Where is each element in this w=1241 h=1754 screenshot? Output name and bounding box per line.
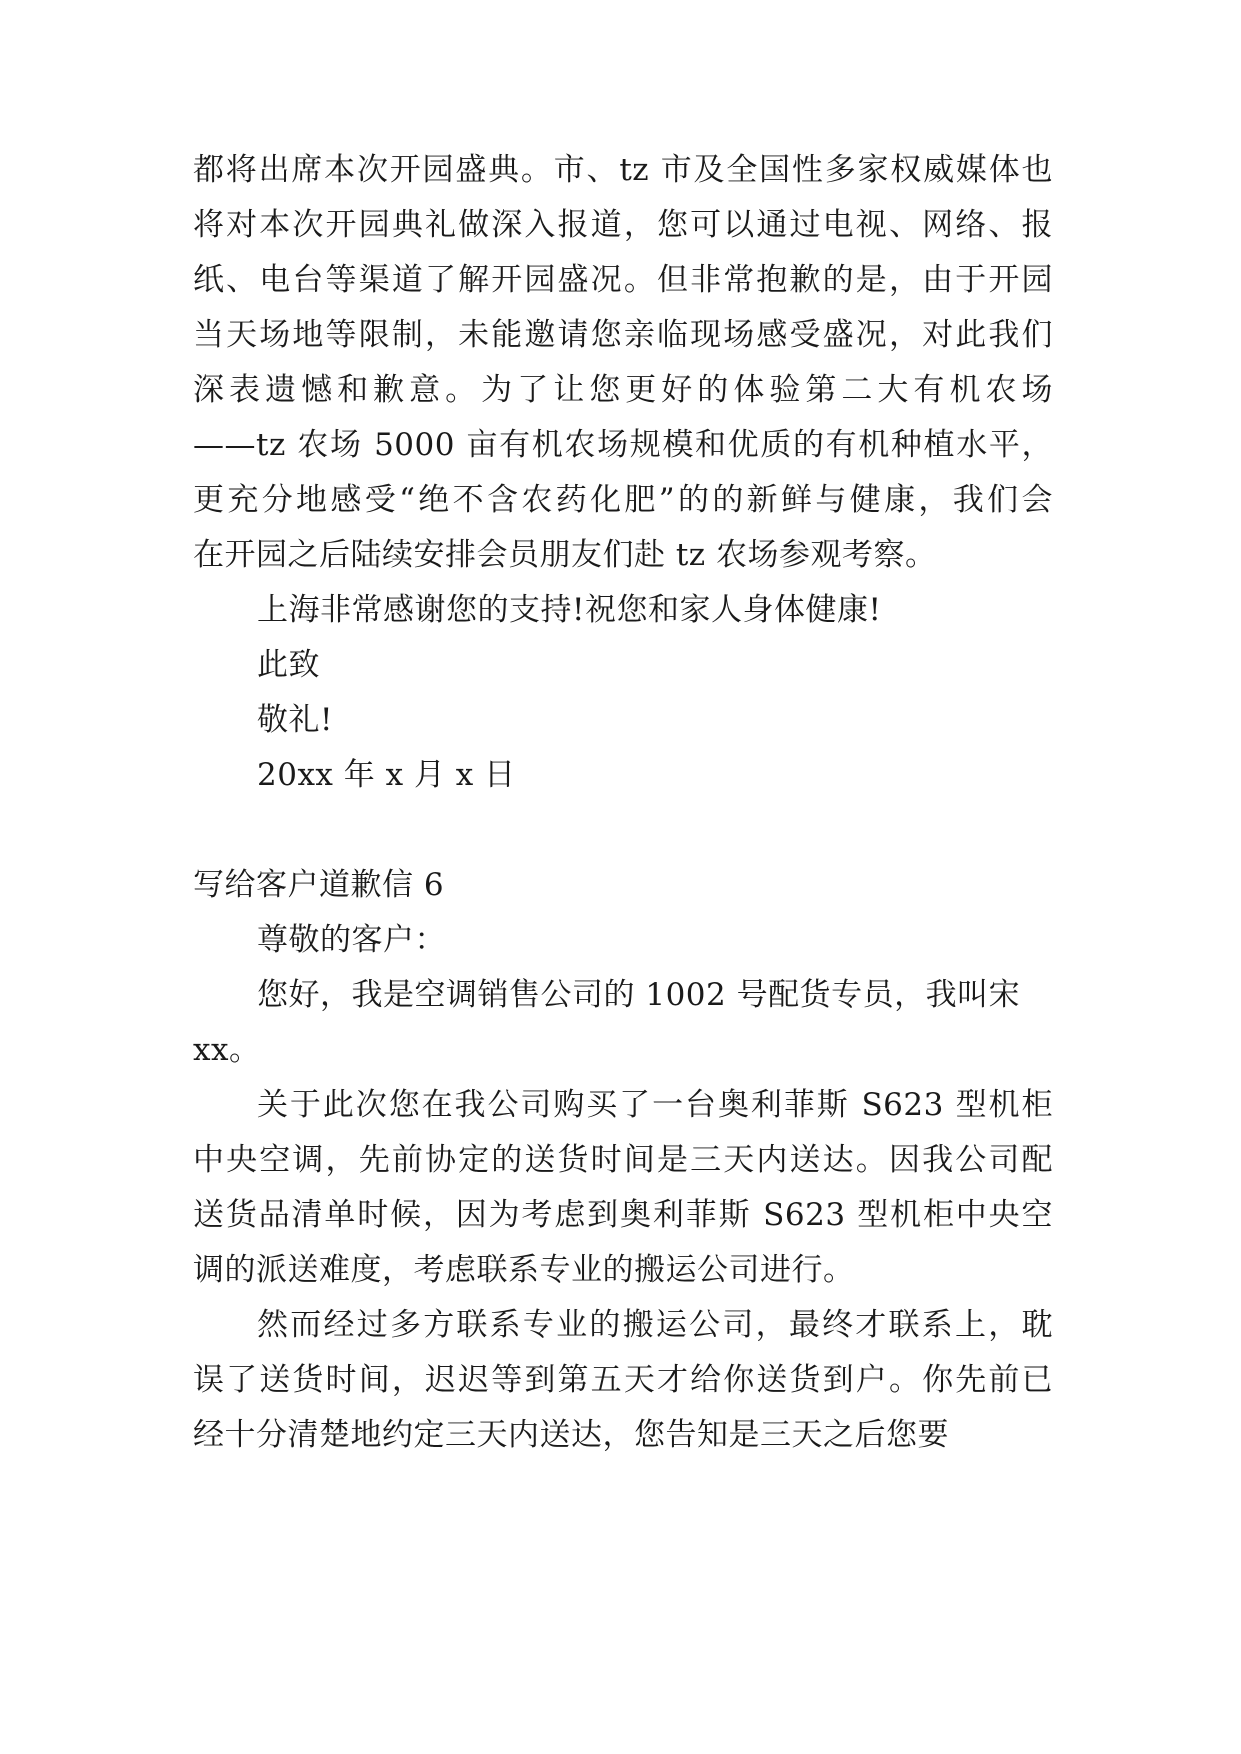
body-line: 在开园之后陆续安排会员朋友们赴 tz 农场参观考察。: [193, 537, 937, 573]
body-line: 都将出席本次开园盛典。市、tz 市及全国性多家权威媒体也: [193, 152, 1053, 188]
body-line: 关于此次您在我公司购买了一台奥利菲斯 S623 型机柜: [257, 1087, 1053, 1123]
body-line: 将对本次开园典礼做深入报道，您可以通过电视、网络、报: [193, 207, 1053, 243]
thanks-line: 上海非常感谢您的支持!祝您和家人身体健康!: [257, 592, 882, 628]
body-line: 调的派送难度，考虑联系专业的搬运公司进行。: [193, 1252, 855, 1288]
closing-line: 此致: [257, 647, 320, 683]
body-line: 送货品清单时候，因为考虑到奥利菲斯 S623 型机柜中央空: [193, 1197, 1053, 1233]
closing-line: 敬礼!: [257, 702, 333, 738]
body-line: 当天场地等限制，未能邀请您亲临现场感受盛况，对此我们: [193, 317, 1053, 353]
body-line: 您好，我是空调销售公司的 1002 号配货专员，我叫宋: [257, 977, 1021, 1013]
body-line: 纸、电台等渠道了解开园盛况。但非常抱歉的是，由于开园: [193, 262, 1053, 298]
letter-title: 写给客户道歉信 6: [193, 867, 445, 903]
body-line: 更充分地感受“绝不含农药化肥”的的新鲜与健康，我们会: [193, 482, 1053, 518]
salutation: 尊敬的客户：: [257, 922, 446, 958]
body-line: 深表遗憾和歉意。为了让您更好的体验第二大有机农场: [193, 372, 1053, 408]
date-line: 20xx 年 x 月 x 日: [257, 757, 516, 793]
body-line: ——tz 农场 5000 亩有机农场规模和优质的有机种植水平，: [193, 427, 1053, 463]
body-line: 然而经过多方联系专业的搬运公司，最终才联系上，耽: [257, 1307, 1053, 1343]
body-line: 误了送货时间，迟迟等到第五天才给你送货到户。你先前已: [193, 1362, 1053, 1398]
body-line: 中央空调，先前协定的送货时间是三天内送达。因我公司配: [193, 1142, 1053, 1178]
body-line: xx。: [193, 1032, 261, 1068]
body-line: 经十分清楚地约定三天内送达，您告知是三天之后您要: [193, 1417, 949, 1453]
